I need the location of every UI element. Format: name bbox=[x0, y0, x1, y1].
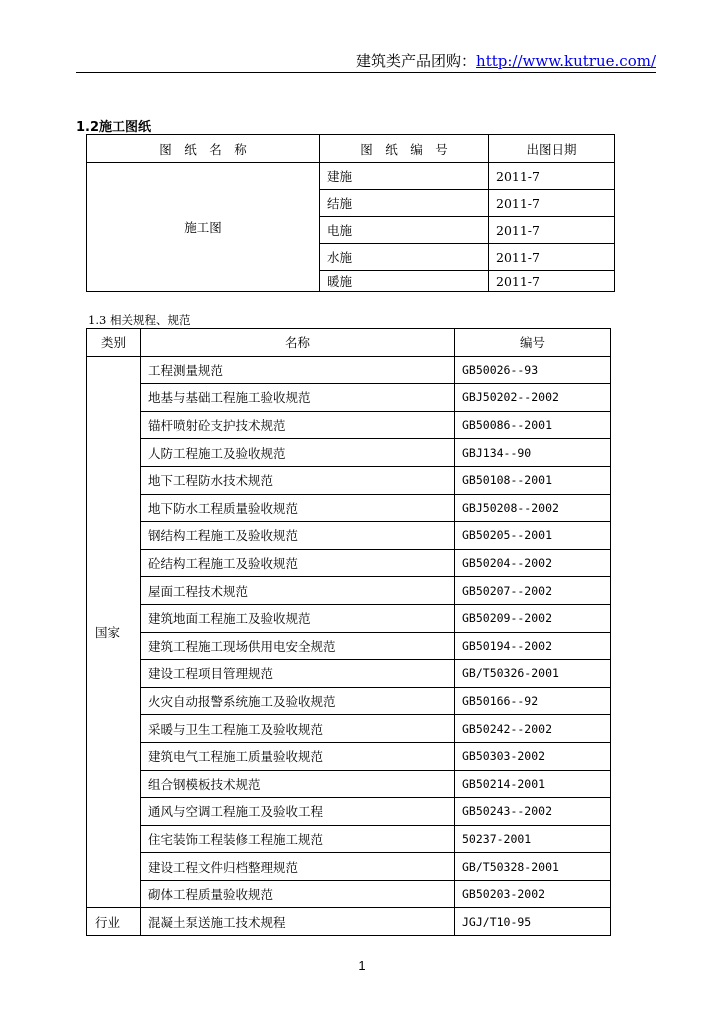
standard-code-cell: GB50086--2001 bbox=[455, 411, 611, 439]
standard-name-cell: 人防工程施工及验收规范 bbox=[141, 439, 455, 467]
header-text: 建筑类产品团购： bbox=[356, 52, 477, 70]
standard-code-cell: GB50204--2002 bbox=[455, 549, 611, 577]
drawings-table bbox=[86, 134, 615, 292]
category-cell: 国家 bbox=[87, 356, 141, 908]
standard-code-cell: GB50166--92 bbox=[455, 687, 611, 715]
drawing-date-cell: 2011-7 bbox=[489, 271, 615, 292]
drawing-code-cell: 暖施 bbox=[320, 271, 489, 292]
standard-name-cell: 锚杆喷射砼支护技术规范 bbox=[141, 411, 455, 439]
standard-name-cell: 火灾自动报警系统施工及验收规范 bbox=[141, 687, 455, 715]
table-row bbox=[87, 466, 611, 494]
standard-name-cell: 工程测量规范 bbox=[141, 356, 455, 384]
drawing-date-cell: 2011-7 bbox=[489, 163, 615, 190]
standard-code-cell: GB50203-2002 bbox=[455, 880, 611, 908]
table-row bbox=[87, 715, 611, 743]
standard-name-cell: 屋面工程技术规范 bbox=[141, 577, 455, 605]
standard-name-cell: 建设工程文件归档整理规范 bbox=[141, 853, 455, 881]
column-header-drawing-name: 图 纸 名 称 bbox=[87, 135, 320, 163]
standard-name-cell: 采暖与卫生工程施工及验收规范 bbox=[141, 715, 455, 743]
table-row bbox=[87, 522, 611, 550]
standard-name-cell: 钢结构工程施工及验收规范 bbox=[141, 522, 455, 550]
standard-code-cell: GB50026--93 bbox=[455, 356, 611, 384]
table-row bbox=[87, 687, 611, 715]
standard-name-cell: 住宅装饰工程装修工程施工规范 bbox=[141, 825, 455, 853]
table-row bbox=[87, 798, 611, 826]
standard-code-cell: JGJ/T10-95 bbox=[455, 908, 611, 936]
category-cell: 行业 bbox=[87, 908, 141, 936]
column-header-issue-date: 出图日期 bbox=[489, 135, 615, 163]
page-number: 1 bbox=[358, 958, 366, 973]
table-row bbox=[87, 384, 611, 412]
table-row bbox=[87, 770, 611, 798]
page-header bbox=[76, 50, 656, 73]
column-header-category: 类别 bbox=[87, 329, 141, 357]
table-row bbox=[87, 825, 611, 853]
table-row bbox=[87, 660, 611, 688]
table-row bbox=[87, 604, 611, 632]
section-title-drawings: 1.2施工图纸 bbox=[76, 120, 152, 135]
drawing-date-cell: 2011-7 bbox=[489, 190, 615, 217]
standard-code-cell: GB/T50328-2001 bbox=[455, 853, 611, 881]
standard-code-cell: GB/T50326-2001 bbox=[455, 660, 611, 688]
table-row bbox=[87, 908, 611, 936]
standard-name-cell: 地下工程防水技术规范 bbox=[141, 466, 455, 494]
standard-name-cell: 砼结构工程施工及验收规范 bbox=[141, 549, 455, 577]
drawing-code-cell: 电施 bbox=[320, 217, 489, 244]
drawing-code-cell: 结施 bbox=[320, 190, 489, 217]
standard-code-cell: GB50242--2002 bbox=[455, 715, 611, 743]
standard-code-cell: GB50243--2002 bbox=[455, 798, 611, 826]
table-row bbox=[87, 411, 611, 439]
table-row bbox=[87, 880, 611, 908]
table-row bbox=[87, 577, 611, 605]
standard-code-cell: GB50194--2002 bbox=[455, 632, 611, 660]
table-row bbox=[87, 742, 611, 770]
standard-code-cell: GBJ50208--2002 bbox=[455, 494, 611, 522]
standard-code-cell: GB50207--2002 bbox=[455, 577, 611, 605]
standard-code-cell: GB50108--2001 bbox=[455, 466, 611, 494]
standard-code-cell: GB50205--2001 bbox=[455, 522, 611, 550]
header-link[interactable]: http://www.kutrue.com/ bbox=[476, 52, 656, 70]
standard-code-cell: GB50214-2001 bbox=[455, 770, 611, 798]
section-title-standards: 1.3 相关规程、规范 bbox=[88, 313, 191, 327]
standard-name-cell: 建设工程项目管理规范 bbox=[141, 660, 455, 688]
standard-name-cell: 通风与空调工程施工及验收工程 bbox=[141, 798, 455, 826]
drawing-date-cell: 2011-7 bbox=[489, 244, 615, 271]
standard-name-cell: 地基与基础工程施工验收规范 bbox=[141, 384, 455, 412]
drawing-group-name: 施工图 bbox=[87, 163, 320, 292]
column-header-name: 名称 bbox=[141, 329, 455, 357]
standard-code-cell: 50237-2001 bbox=[455, 825, 611, 853]
standard-name-cell: 混凝土泵送施工技术规程 bbox=[141, 908, 455, 936]
standards-table bbox=[86, 328, 611, 936]
standard-name-cell: 建筑工程施工现场供用电安全规范 bbox=[141, 632, 455, 660]
column-header-drawing-code: 图 纸 编 号 bbox=[320, 135, 489, 163]
standard-code-cell: GB50303-2002 bbox=[455, 742, 611, 770]
standard-name-cell: 砌体工程质量验收规范 bbox=[141, 880, 455, 908]
table-row bbox=[87, 853, 611, 881]
drawing-date-cell: 2011-7 bbox=[489, 217, 615, 244]
standard-code-cell: GBJ134--90 bbox=[455, 439, 611, 467]
standard-name-cell: 建筑地面工程施工及验收规范 bbox=[141, 604, 455, 632]
table-row bbox=[87, 494, 611, 522]
standard-code-cell: GB50209--2002 bbox=[455, 604, 611, 632]
standard-name-cell: 地下防水工程质量验收规范 bbox=[141, 494, 455, 522]
standard-name-cell: 建筑电气工程施工质量验收规范 bbox=[141, 742, 455, 770]
standard-code-cell: GBJ50202--2002 bbox=[455, 384, 611, 412]
table-row bbox=[87, 549, 611, 577]
standard-name-cell: 组合钢模板技术规范 bbox=[141, 770, 455, 798]
column-header-code: 编号 bbox=[455, 329, 611, 357]
table-row bbox=[87, 632, 611, 660]
table-row bbox=[87, 356, 611, 384]
table-row bbox=[87, 439, 611, 467]
drawing-code-cell: 建施 bbox=[320, 163, 489, 190]
drawing-code-cell: 水施 bbox=[320, 244, 489, 271]
